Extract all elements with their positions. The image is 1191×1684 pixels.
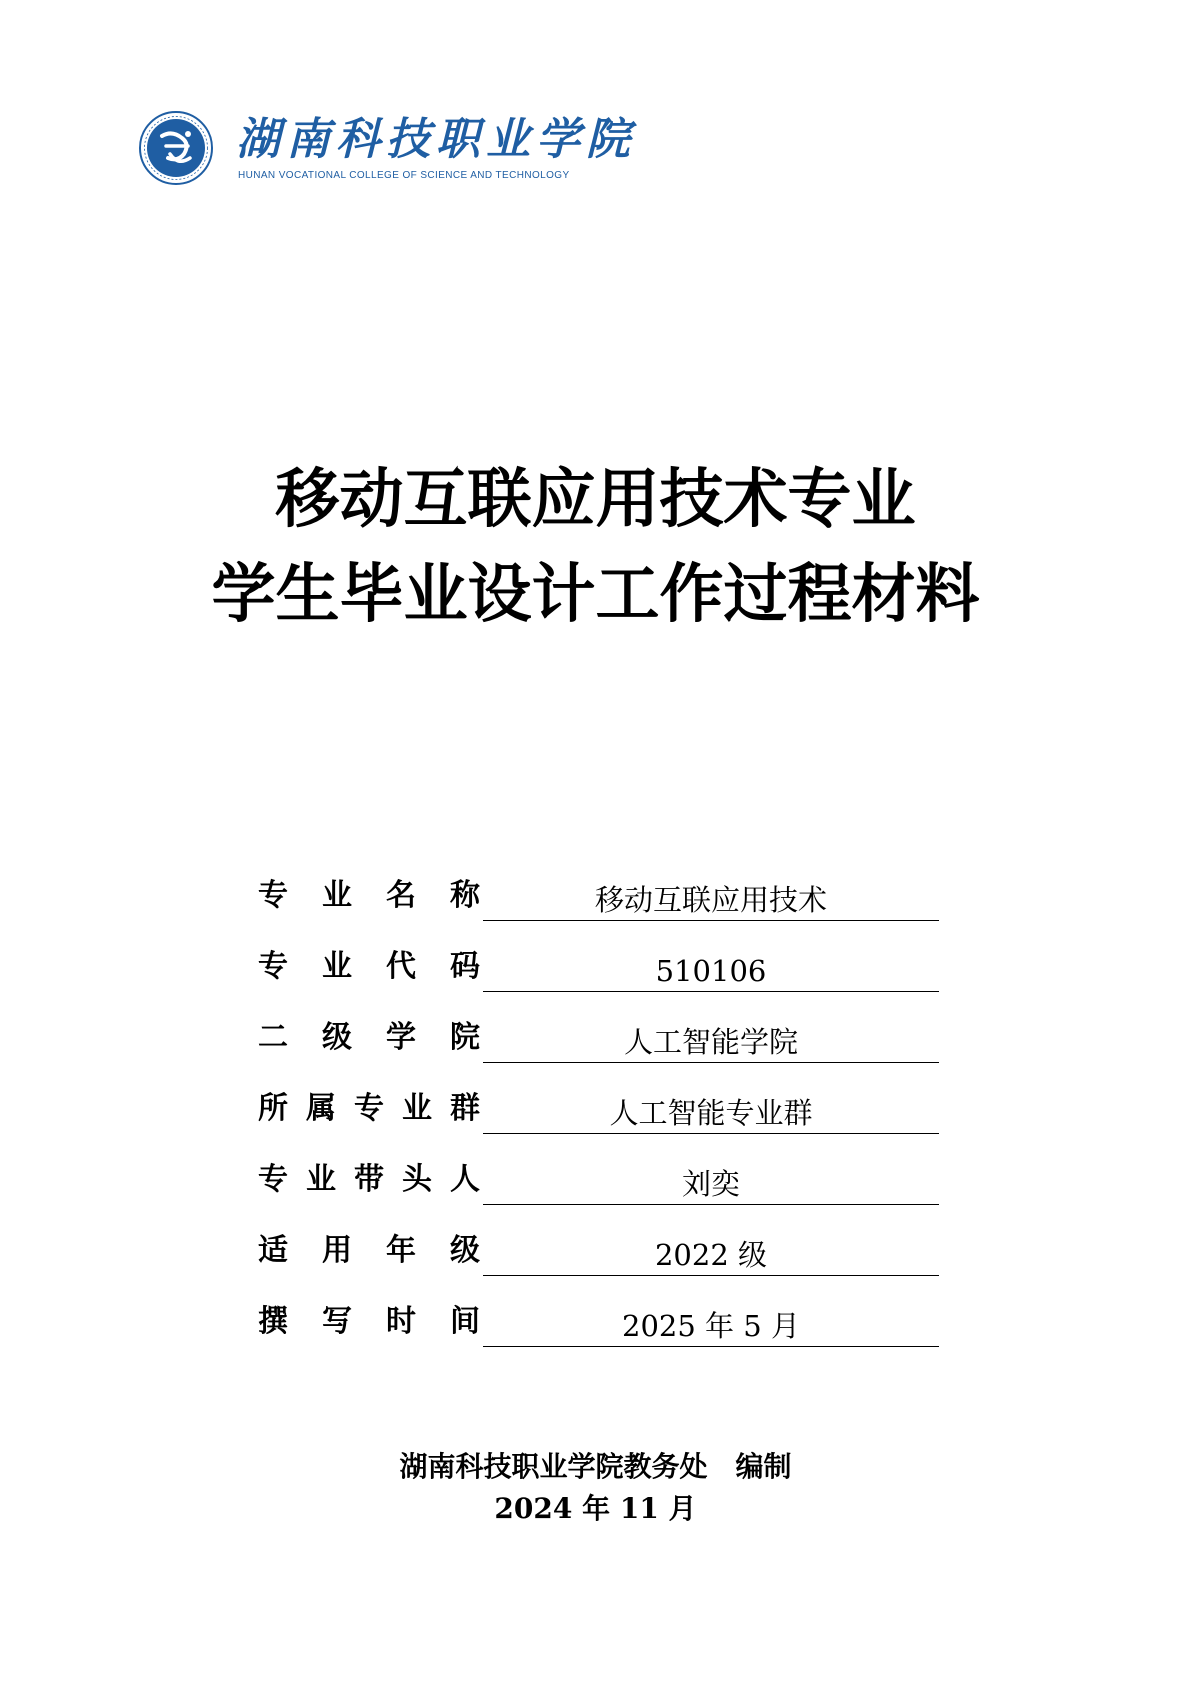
info-label-char: 群 <box>450 1091 480 1126</box>
info-label-char: 业 <box>322 949 352 984</box>
info-row-label <box>258 1231 480 1271</box>
footer-date: 2024 年 11 月 <box>494 1492 697 1525</box>
info-label-char: 写 <box>322 1304 352 1339</box>
college-logo <box>138 110 636 190</box>
document-title-line2: 学生毕业设计工作过程材料 <box>211 558 980 632</box>
info-row-label <box>258 1160 480 1200</box>
info-row <box>258 1296 938 1367</box>
info-row <box>258 1225 938 1296</box>
logo-name-en: HUNAN VOCATIONAL COLLEGE OF SCIENCE AND TECHNOLOGY <box>238 170 570 181</box>
info-label-char: 级 <box>322 1020 352 1055</box>
info-label-char: 专 <box>258 949 288 984</box>
info-row-label <box>258 1089 480 1129</box>
info-label-char: 撰 <box>258 1304 288 1339</box>
info-label-char: 二 <box>258 1020 288 1055</box>
college-emblem-icon <box>138 110 214 186</box>
info-label-char: 院 <box>450 1020 480 1055</box>
info-row <box>258 1154 938 1225</box>
info-row-label <box>258 876 480 916</box>
info-row-label <box>258 1302 480 1342</box>
info-label-char: 年 <box>386 1233 416 1268</box>
info-label-char: 带 <box>354 1162 384 1197</box>
info-row-value: 刘奕 <box>483 1154 939 1205</box>
info-row-value: 2025 年 5 月 <box>483 1296 939 1347</box>
info-label-char: 间 <box>450 1304 480 1339</box>
logo-name-cn: 湖南科技职业学院 <box>236 114 636 165</box>
info-label-char: 码 <box>450 949 480 984</box>
info-row-value: 人工智能学院 <box>483 1012 939 1063</box>
info-row-value: 510106 <box>483 941 939 992</box>
info-label-char: 业 <box>306 1162 336 1197</box>
info-row-label <box>258 1018 480 1058</box>
info-label-char: 适 <box>258 1233 288 1268</box>
info-row <box>258 1012 938 1083</box>
info-label-char: 属 <box>306 1091 336 1126</box>
info-row-value: 2022 级 <box>483 1225 939 1276</box>
info-label-char: 用 <box>322 1233 352 1268</box>
info-label-char: 级 <box>450 1233 480 1268</box>
info-label-char: 头 <box>402 1162 432 1197</box>
info-label-char: 学 <box>386 1020 416 1055</box>
info-row <box>258 870 938 941</box>
info-row <box>258 941 938 1012</box>
info-label-char: 名 <box>386 878 416 913</box>
footer-issuer: 湖南科技职业学院教务处 编制 <box>399 1450 792 1483</box>
info-row-value: 移动互联应用技术 <box>483 870 939 921</box>
info-label-char: 业 <box>402 1091 432 1126</box>
document-title-line1: 移动互联应用技术专业 <box>275 463 916 537</box>
info-row <box>258 1083 938 1154</box>
info-label-char: 专 <box>258 1162 288 1197</box>
info-label-char: 时 <box>386 1304 416 1339</box>
info-label-char: 所 <box>258 1091 288 1126</box>
info-row-value: 人工智能专业群 <box>483 1083 939 1134</box>
info-label-char: 代 <box>386 949 416 984</box>
info-label-char: 专 <box>354 1091 384 1126</box>
info-table <box>258 870 938 1367</box>
info-label-char: 人 <box>450 1162 480 1197</box>
info-label-char: 业 <box>322 878 352 913</box>
info-row-label <box>258 947 480 987</box>
info-label-char: 专 <box>258 878 288 913</box>
info-label-char: 称 <box>450 878 480 913</box>
